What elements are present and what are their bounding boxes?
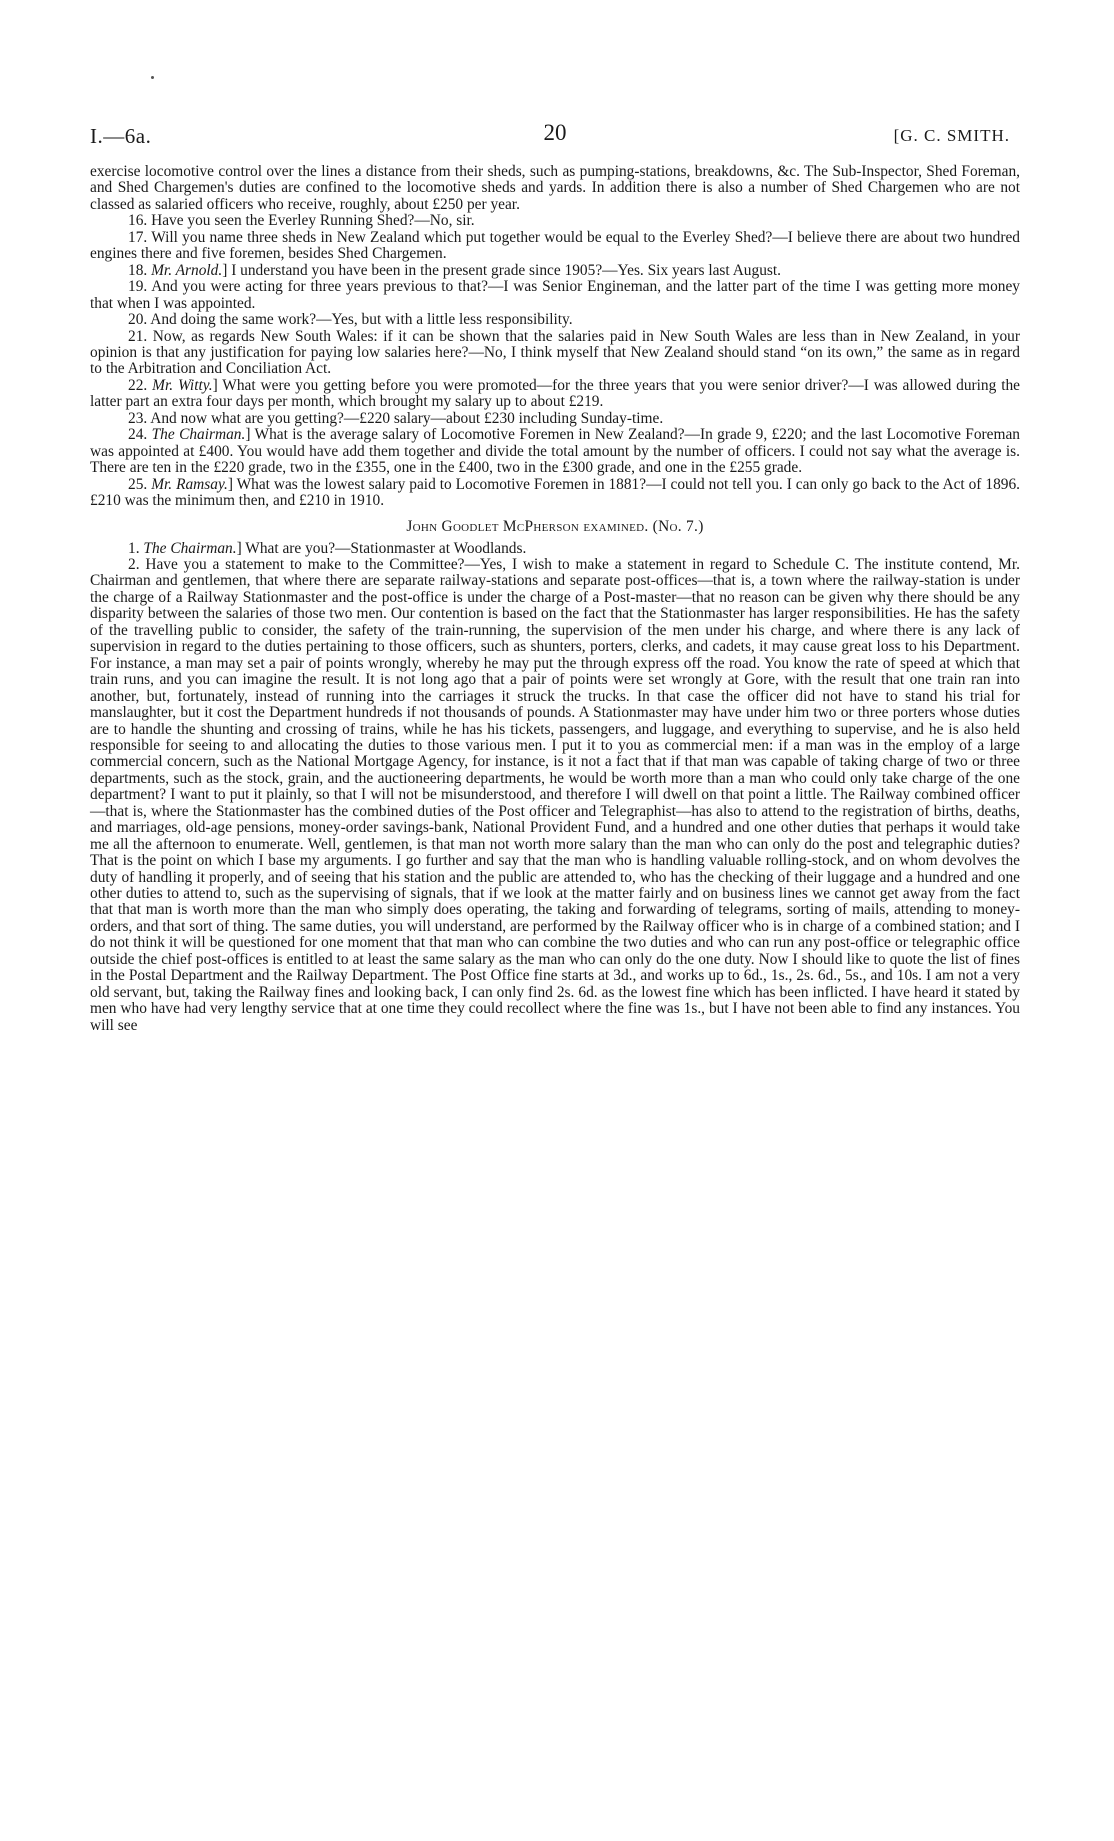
speaker-name: The Chairman.	[143, 539, 237, 557]
question-number: 18.	[128, 261, 152, 279]
question-23: 23. And now what are you getting?—£220 salary—about £230 including Sunday-time.	[128, 409, 664, 427]
continuation-paragraph: exercise locomotive control over the lines a distance from their sheds, such as pumping-stations, breakdowns, &c. The Sub-Inspector, Shed Foreman, and Shed Chargemen's duties are confined to the locomotive sheds and yards. In addition there is also a number of Shed Chargemen who are not classed as salaried officers who receive, roughly, about £250 per year.	[90, 163, 1020, 213]
document-page	[90, 118, 1020, 1034]
speaker-name: Mr. Ramsay.	[151, 475, 228, 493]
body-text	[90, 164, 1020, 1034]
question-25	[90, 477, 1020, 510]
question-18	[90, 263, 1020, 279]
question-number: 1.	[128, 539, 144, 557]
witness-name-header: [G. C. SMITH.	[893, 126, 1010, 145]
paper-reference: I.—6a.	[90, 124, 152, 148]
question-19: 19. And you were acting for three years previous to that?—I was Senior Engineman, and the latter part of the time I was getting more money that when I was appointed.	[90, 278, 1020, 312]
question-20: 20. And doing the same work?—Yes, but with a little less responsibility.	[128, 311, 573, 329]
question-22	[90, 378, 1020, 411]
question-text: ] What were you getting before you were promoted—for the three years that you were senior driver?—I was allowed during the latter part an extra four days per month, which brought my salary up to about £219.	[90, 376, 1020, 411]
question-text: ] I understand you have been in the present grade since 1905?—Yes. Six years last August.	[222, 261, 782, 279]
stray-mark	[151, 76, 154, 79]
speaker-name: The Chairman.	[151, 426, 246, 444]
page-number: 20	[543, 120, 567, 145]
speaker-name: Mr. Arnold.	[151, 261, 223, 279]
question-text: ] What are you?—Stationmaster at Woodlands.	[236, 539, 527, 557]
witness-question-2: 2. Have you a statement to make to the Committee?—Yes, I wish to make a statement in regard to Schedule C. The institute contend, Mr. Chairman and gentlemen, that where there are separate railway-stations and separate post-offices—that is, a town where the railway-station is under the charge of a Railway Stationmaster and the post-office is under the charge of a Post-master—that no reason can be given why there should be any disparity between the salaries of those two men. Our contention is based on the fact that the Stationmaster has larger responsibilities. He has the safety of the travelling public to consider, the safety of the train-running, the supervision of the men under his charge, and where there is any lack of supervision in regard to the duties pertaining to those officers, such as shunters, porters, clerks, and cadets, it may cause great loss to his Department. For instance, a man may set a pair of points wrongly, whereby he may put the through express off the road. You know the rate of speed at which that train runs, and you can imagine the result. It is not long ago that a pair of points were set wrongly at Gore, with the result that one train ran into another, but, fortunately, instead of running into the carriages it struck the trucks. In that case the officer did not have to stand his trial for manslaughter, but it cost the Department hundreds if not thousands of pounds. A Stationmaster may have under him two or three porters whose duties are to handle the shunting and crossing of trains, while he has his tickets, passengers, and luggage, and everything to supervise, and he is also held responsible for seeing to and allocating the duties to those various men. I put it to you as commercial men: if a man was in the employ of a large commercial concern, such as the National Mortgage Agency, for instance, is it not a fact that if that man was capable of taking charge of two or three departments, such as the stock, grain, and the auctioneering departments, he would be worth more than a man who could only take charge of the one department? I want to put it plainly, so that I will not be misunderstood, and therefore I will dwell on that point a little. The Railway combined officer—that is, where the Stationmaster has the combined duties of the Post officer and Telegraphist—has also to attend to the registration of births, deaths, and marriages, old-age pensions, money-order savings-bank, National Provident Fund, and a hundred and one other duties that perhaps it would take me all the afternoon to enumerate. Well, gentlemen, is that man not worth more salary than the man who can only do the post and telegraphic duties? That is the point on which I base my arguments. I go further and say that the man who is handling valuable rolling-stock, and on whom devolves the duty of handling it properly, and of seeing that his station and the public are attended to, who has the checking of their luggage and a hundred and one other duties to attend to, such as the supervising of signals, that if we look at the matter fairly and on business lines we cannot get away from the fact that that man is worth more than the man who simply does operating, the taking and forwarding of telegrams, sorting of mails, attending to money-orders, and that sort of thing. The same duties, you will understand, are performed by the Railway officer who is in charge of a combined station; and I do not think it will be questioned for one moment that that man who can combine the two duties and who can run any post-office or telegraphic office outside the chief post-offices is entitled to at least the same salary as the man who can only do the one duty. Now I should like to quote the list of fines in the Postal Department and the Railway Department. The Post Office fine starts at 3d., and works up to 6d., 1s., 2s. 6d., 5s., and 10s. I am not a very old servant, but, taking the Railway fines and looking back, I can only find 2s. 6d. as the lowest fine which has been inflicted. I have heard it stated by men who have had very lengthy service that at one time they could recollect where the fine was 1s., but I have not been able to find any instances. You will see	[90, 555, 1020, 1034]
question-text: ] What was the lowest salary paid to Locomotive Foremen in 1881?—I could not tell you. I can only go back to the Act of 1896. £210 was the minimum then, and £210 in 1910.	[90, 475, 1020, 510]
running-header	[90, 118, 1020, 158]
question-number: 25.	[128, 475, 152, 493]
question-number: 22.	[128, 376, 153, 394]
witness-heading: John Goodlet McPherson examined. (No. 7.)	[406, 517, 704, 535]
question-text: ] What is the average salary of Locomotive Foremen in New Zealand?—In grade 9, £220; and the last Locomotive Foreman was appointed at £400. You would have add them together and divide the total amount by the number of officers. I could not say what the average is. There are ten in the £220 grade, two in the £355, one in the £400, two in the £300 grade, and one in the £255 grade.	[90, 426, 1020, 477]
witness-question-1	[90, 541, 1020, 557]
speaker-name: Mr. Witty.	[152, 376, 213, 394]
question-17: 17. Will you name three sheds in New Zealand which put together would be equal to the Everley Shed?—I believe there are about two hundred engines there and five foremen, besides Shed Chargemen.	[90, 228, 1020, 263]
question-16: 16. Have you seen the Everley Running Shed?—No, sir.	[128, 212, 475, 230]
question-21: 21. Now, as regards New South Wales: if it can be shown that the salaries paid in New South Wales are less than in New Zealand, in your opinion is that any justification for paying low salaries here?—No, I think myself that New Zealand should stand “on its own,” the same as in regard to the Arbitration and Conciliation Act.	[90, 327, 1020, 378]
question-number: 24.	[128, 426, 152, 444]
question-24	[90, 427, 1020, 476]
